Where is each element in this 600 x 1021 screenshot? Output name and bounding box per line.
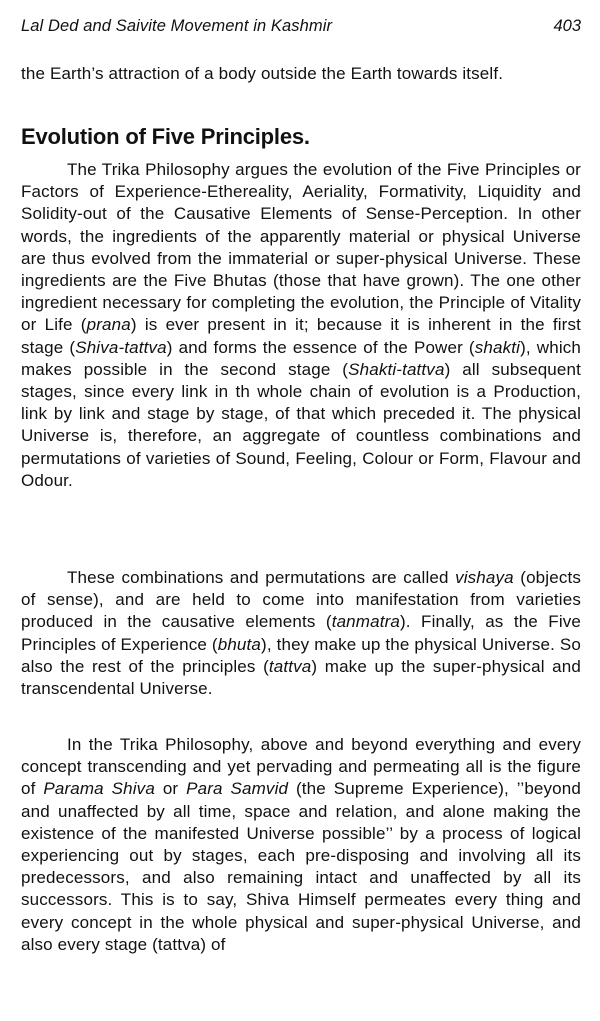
text-run: In the Trika Philosophy, above and beyond everything and every concept transcending and yet pervading and permeating all is the figure of — [21, 735, 581, 799]
body-paragraph-2 — [21, 567, 581, 700]
text-run: ), which makes possible in the second stage ( — [21, 337, 582, 379]
italic-term: tanmatra — [331, 612, 400, 632]
italic-term: bhuta — [217, 634, 262, 654]
text-run: These combinations and permutations are called — [67, 568, 456, 587]
text-run: The Trika Philosophy argues the evolution of the Five Principles or Factors of Experience-Ethereality, Aeriality, Formativity, Liquidity and Solidity-out of the Causative Elements of Sense-Perception. In other words, the ingredients of the apparently material or physical Universe are thus evolved from the immaterial or super-physical Universe. These ingredients are the Five Bhutas (those that have grown). The one other ingredient necessary for completing the evolution, the Principle of Vitality or Life ( — [21, 160, 581, 335]
book-page — [21, 0, 581, 1021]
text-run: ). Finally, as the Five Principles of Experience ( — [21, 612, 581, 654]
italic-term: Parama Shiva — [43, 779, 155, 799]
text-run: ) is ever present in it; because it is inherent in the first stage ( — [21, 315, 582, 357]
italic-term: Para Samvid — [186, 779, 289, 799]
text-run: or — [154, 779, 187, 799]
running-header — [21, 17, 581, 39]
continuation-paragraph: the Earth’s attraction of a body outside the Earth towards itself. — [21, 64, 504, 83]
italic-term: tattva — [268, 656, 312, 676]
italic-term: prana — [86, 315, 131, 335]
text-run: ) and forms the essence of the Power ( — [166, 337, 475, 357]
body-paragraph-1 — [21, 159, 581, 492]
running-title: Lal Ded and Saivite Movement in Kashmir — [21, 17, 333, 35]
text-run: (the Supreme Experience), ’’beyond and unaffected by all time, space and relation, and alone making the existence of the manifested Universe possible’’ by a process of logical experiencing out by stages, each pre-disposing and involving all its predecessors, and also remaining intact and unaffected by all its successors. This is to say, Shiva Himself permeates every thing and every concept in the whole physical and super-physical Universe, and also every stage (tattva) of — [21, 779, 581, 954]
italic-term: Shakti-tattva — [348, 359, 445, 379]
text-run: ) all subsequent stages, since every link in th whole chain of evolution is a Production, link by link and stage by stage, of that which preceded it. The physical Universe is, therefore, an aggregate of countless combinations and permutations of varieties of Sound, Feeling, Colour or Form, Flavour and Odour. — [21, 359, 581, 490]
page-number: 403 — [553, 17, 581, 35]
text-run: (objects of sense), and are held to come into manifestation from varieties produced in the causative elements ( — [21, 568, 581, 632]
italic-term: Shiva-tattva — [75, 337, 167, 357]
text-run: ) make up the super-physical and transcendental Universe. — [21, 656, 581, 699]
italic-term: shakti — [474, 337, 521, 357]
text-run: ), they make up the physical Universe. So also the rest of the principles ( — [21, 634, 581, 676]
section-heading: Evolution of Five Principles. — [21, 124, 310, 149]
body-paragraph-3 — [21, 734, 581, 956]
italic-term: vishaya — [455, 568, 514, 587]
